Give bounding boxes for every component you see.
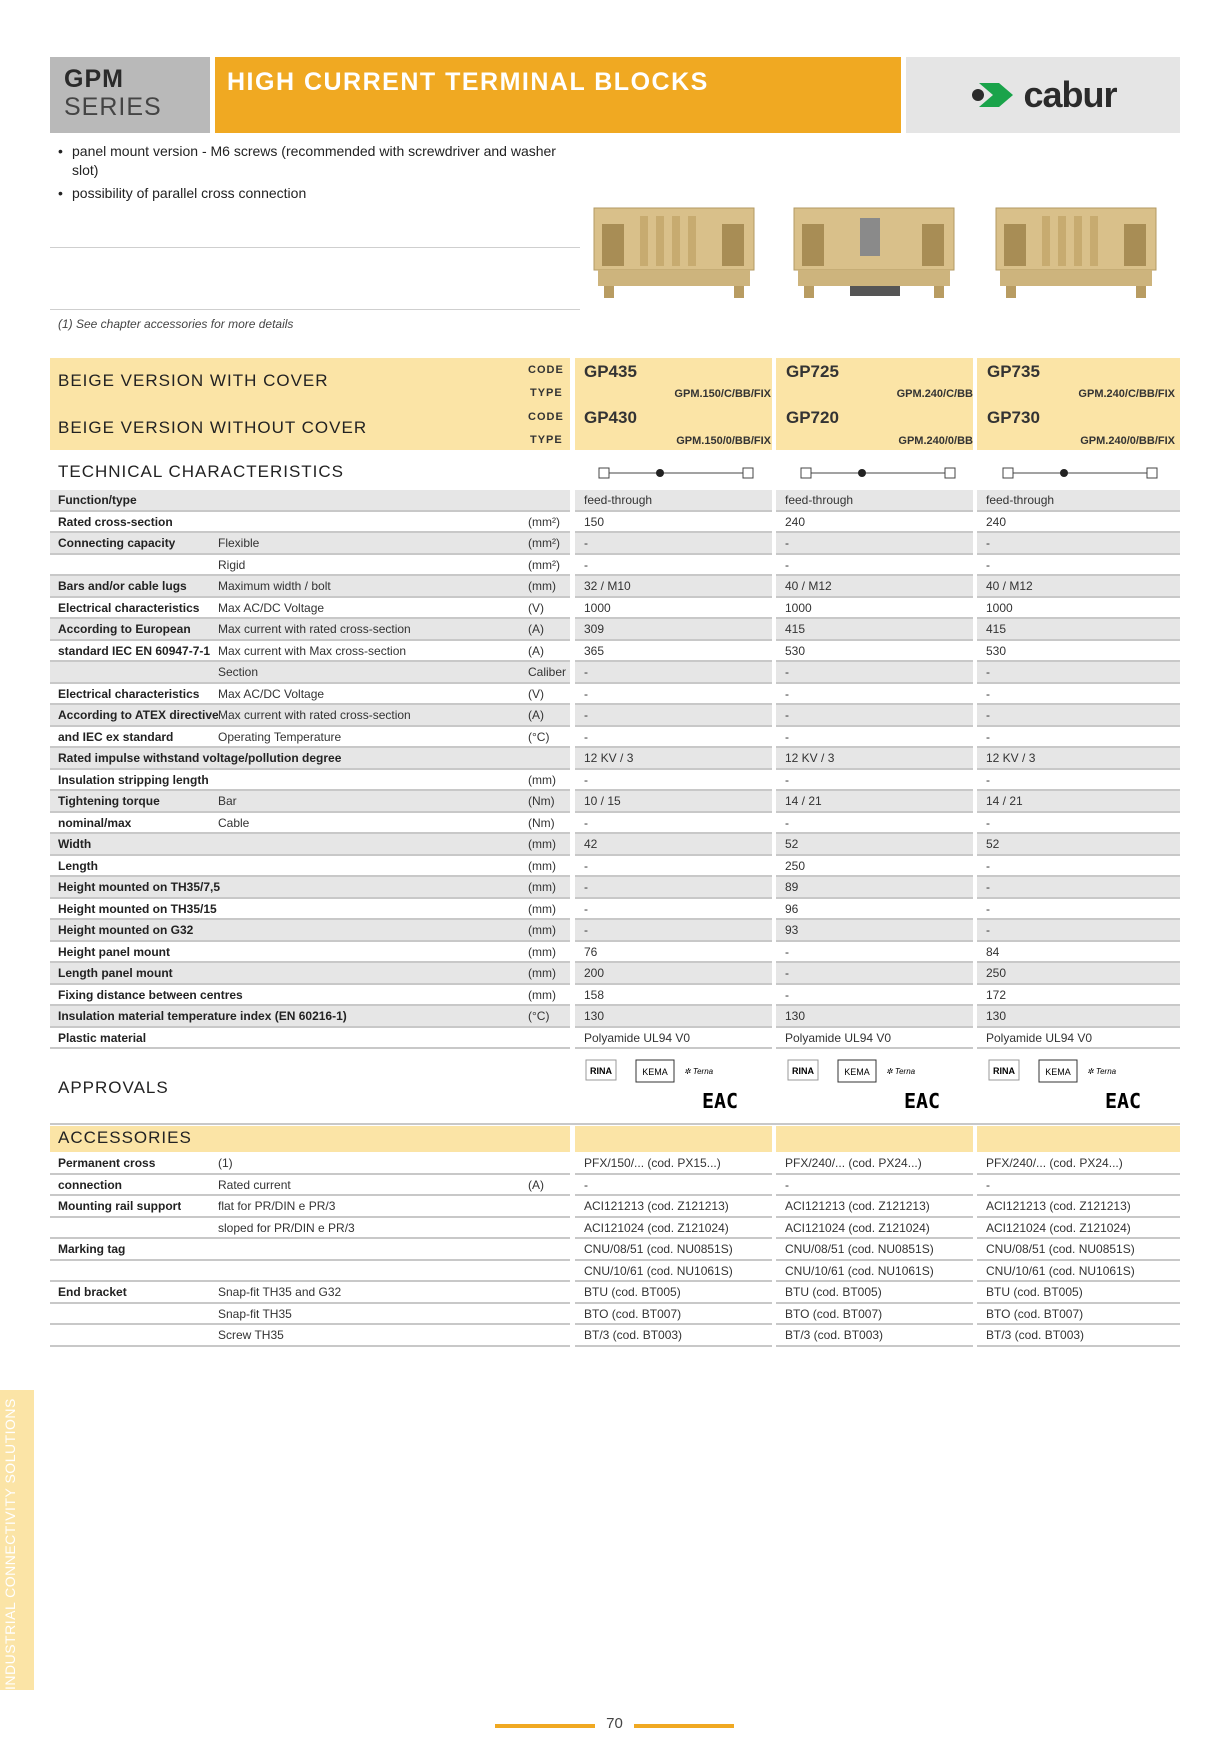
connector-diagram-icon [800, 465, 960, 481]
row-value: - [584, 923, 588, 937]
row-value: - [785, 944, 789, 959]
product-image-gp735 [992, 200, 1160, 300]
row-unit: (mm) [528, 944, 556, 959]
row-value: 200 [584, 966, 605, 980]
row-value: Polyamide UL94 V0 [986, 1030, 1093, 1045]
row-value: - [584, 708, 588, 722]
row-value: Polyamide UL94 V0 [584, 1030, 691, 1045]
product-type: GPM.240/0/BB [898, 435, 973, 447]
row-sublabel: Rigid [218, 557, 246, 572]
row-value: - [785, 987, 789, 1002]
row-sublabel: Screw TH35 [218, 1328, 284, 1342]
row-label: According to European [58, 622, 191, 636]
row-value: 12 KV / 3 [986, 751, 1036, 765]
row-unit: (mm) [528, 880, 556, 894]
row-value: Polyamide UL94 V0 [785, 1030, 892, 1045]
tech-section-title: TECHNICAL CHARACTERISTICS [58, 462, 345, 481]
product-code: GP730 [987, 408, 1040, 427]
row-unit: (A) [528, 643, 544, 658]
row-value: - [584, 536, 588, 550]
product-type: GPM.150/C/BB/FIX [674, 388, 771, 400]
row-unit: (mm) [528, 837, 556, 851]
row-sublabel: flat for PR/DIN e PR/3 [218, 1199, 336, 1213]
row-value: - [785, 708, 789, 722]
row-value: BT/3 (cod. BT003) [986, 1328, 1085, 1342]
row-label: nominal/max [58, 815, 132, 830]
row-value: - [785, 1177, 789, 1192]
row-label: Width [58, 837, 92, 851]
feature-item: • possibility of parallel cross connection [58, 184, 578, 203]
row-value: 530 [986, 643, 1007, 658]
row-value: - [986, 686, 990, 701]
row-shade [50, 834, 570, 854]
row-sublabel: Max current with Max cross-section [218, 643, 407, 658]
row-sublabel: Section [218, 665, 259, 679]
row-sublabel: Flexible [218, 536, 260, 550]
row-value: 1000 [584, 600, 611, 615]
row-unit: (°C) [528, 1009, 550, 1023]
approvals-title: APPROVALS [58, 1078, 169, 1097]
row-sublabel: Operating Temperature [218, 729, 342, 744]
row-value: - [584, 880, 588, 894]
row-value: BTU (cod. BT005) [785, 1285, 882, 1299]
svg-text:KEMA: KEMA [1045, 1067, 1071, 1077]
row-value: 530 [785, 643, 806, 658]
row-value: - [986, 1177, 990, 1192]
row-unit: (mm²) [528, 536, 560, 550]
row-value: feed-through [986, 493, 1055, 507]
row-sublabel: Cable [218, 815, 250, 830]
row-label: End bracket [58, 1285, 127, 1299]
row-unit: (mm) [528, 923, 556, 937]
row-value: BTO (cod. BT007) [986, 1306, 1084, 1321]
row-value: 250 [986, 966, 1007, 980]
row-value: BT/3 (cod. BT003) [785, 1328, 884, 1342]
row-value: - [584, 1177, 588, 1192]
row-value: 1000 [986, 600, 1013, 615]
row-value: - [986, 729, 990, 744]
row-value: CNU/10/61 (cod. NU1061S) [986, 1263, 1135, 1278]
row-value: ACI121213 (cod. Z121213) [986, 1199, 1131, 1213]
row-label: Rated cross-section [58, 514, 173, 529]
row-divider [50, 1345, 570, 1347]
divider [50, 1123, 1180, 1125]
svg-text:RINA: RINA [792, 1066, 814, 1076]
code-label: CODE [528, 411, 564, 423]
row-label: and IEC ex standard [58, 729, 174, 744]
approval-marks-icon [987, 1058, 1167, 1118]
cabur-logo [906, 57, 1180, 133]
row-value: 150 [584, 514, 605, 529]
row-value: PFX/150/... (cod. PX15...) [584, 1156, 721, 1170]
row-unit: (mm²) [528, 514, 560, 529]
row-label: Height mounted on G32 [58, 923, 194, 937]
row-value: 89 [785, 880, 799, 894]
row-value: - [986, 708, 990, 722]
row-label: Bars and/or cable lugs [58, 579, 187, 593]
svg-text:EAC: EAC [701, 1089, 739, 1113]
row-label: Plastic material [58, 1030, 147, 1045]
row-unit: (mm²) [528, 557, 560, 572]
approval-marks-icon [584, 1058, 764, 1118]
row-value: ACI121024 (cod. Z121024) [584, 1220, 729, 1235]
row-label: Electrical characteristics [58, 686, 200, 701]
svg-text:EAC: EAC [1104, 1089, 1142, 1113]
product-code: GP435 [584, 362, 637, 381]
row-label: Mounting rail support [58, 1199, 182, 1213]
row-sublabel: Maximum width / bolt [218, 579, 331, 593]
row-value: - [785, 536, 789, 550]
product-image-gp725 [790, 200, 958, 300]
row-sublabel: Max current with rated cross-section [218, 708, 411, 722]
svg-text:EAC: EAC [903, 1089, 941, 1113]
row-value: - [986, 880, 990, 894]
row-value: 96 [785, 901, 799, 916]
svg-text:KEMA: KEMA [844, 1067, 870, 1077]
row-value: BTU (cod. BT005) [986, 1285, 1083, 1299]
accessories-title: ACCESSORIES [58, 1128, 192, 1147]
divider [50, 247, 580, 248]
row-sublabel: Max current with rated cross-section [218, 622, 411, 636]
row-unit: (mm) [528, 987, 556, 1002]
row-value: - [986, 665, 990, 679]
row-value: ACI121024 (cod. Z121024) [986, 1220, 1131, 1235]
row-value: 14 / 21 [785, 794, 822, 808]
row-value: 130 [986, 1009, 1007, 1023]
with-cover-label: BEIGE VERSION WITH COVER [58, 371, 329, 390]
row-value: 76 [584, 944, 598, 959]
row-unit: (A) [528, 1177, 544, 1192]
row-sublabel: Max AC/DC Voltage [218, 686, 325, 701]
row-value: 240 [986, 514, 1007, 529]
row-value: 40 / M12 [785, 579, 832, 593]
row-sublabel: sloped for PR/DIN e PR/3 [218, 1220, 355, 1235]
product-code: GP430 [584, 408, 637, 427]
series-label [50, 57, 210, 133]
row-label: Height mounted on TH35/15 [58, 901, 217, 916]
row-value: 240 [785, 514, 806, 529]
row-value: 158 [584, 987, 605, 1002]
accessories-band [575, 1126, 772, 1152]
row-label: Length panel mount [58, 966, 173, 980]
page-title-text: HIGH CURRENT TERMINAL BLOCKS [227, 68, 709, 96]
row-value: - [584, 686, 588, 701]
product-type: GPM.240/C/BB [896, 388, 973, 400]
page-title [215, 57, 901, 133]
row-value: 415 [986, 622, 1007, 636]
row-unit: (V) [528, 600, 544, 615]
code-label: CODE [528, 364, 564, 376]
svg-text:✲ Terna: ✲ Terna [684, 1067, 714, 1076]
svg-text:RINA: RINA [993, 1066, 1015, 1076]
row-value: 130 [785, 1009, 806, 1023]
row-value: 32 / M10 [584, 579, 631, 593]
row-value: 40 / M12 [986, 579, 1033, 593]
row-value: - [785, 966, 789, 980]
row-value: ACI121213 (cod. Z121213) [584, 1199, 729, 1213]
row-label: According to ATEX directive [58, 708, 219, 722]
product-type: GPM.240/C/BB/FIX [1078, 388, 1175, 400]
row-label: Marking tag [58, 1242, 126, 1256]
product-code: GP725 [786, 362, 839, 381]
row-label: Connecting capacity [58, 536, 176, 550]
accessories-band [977, 1126, 1180, 1152]
row-value: - [785, 665, 789, 679]
row-value: - [785, 557, 789, 572]
page-number: 70 [606, 1715, 623, 1732]
row-label: Insulation material temperature index (EN 60216-1) [58, 1009, 347, 1023]
row-divider [50, 1323, 570, 1325]
row-value: CNU/08/51 (cod. NU0851S) [785, 1242, 934, 1256]
row-value: - [785, 815, 789, 830]
row-unit: (A) [528, 622, 544, 636]
row-value: 172 [986, 987, 1007, 1002]
row-value: - [785, 772, 789, 787]
row-unit: (°C) [528, 729, 550, 744]
row-value: - [584, 858, 588, 873]
accessories-band [776, 1126, 973, 1152]
row-unit: (V) [528, 686, 544, 701]
row-value: 250 [785, 858, 806, 873]
row-value: 415 [785, 622, 806, 636]
row-value: - [584, 772, 588, 787]
row-label: Insulation stripping length [58, 772, 209, 787]
row-label: Rated impulse withstand voltage/pollution degree [58, 751, 342, 765]
row-divider [50, 854, 570, 856]
series-code: GPM [64, 65, 124, 93]
row-value: feed-through [584, 493, 653, 507]
row-label: Height panel mount [58, 944, 170, 959]
row-value: 14 / 21 [986, 794, 1023, 808]
row-unit: Caliber [528, 665, 567, 679]
type-label: TYPE [530, 434, 563, 446]
row-value: CNU/08/51 (cod. NU0851S) [986, 1242, 1135, 1256]
row-sublabel: Snap-fit TH35 [218, 1306, 292, 1321]
row-label: Fixing distance between centres [58, 987, 243, 1002]
row-value: - [986, 772, 990, 787]
row-value: - [986, 923, 990, 937]
product-code: GP735 [987, 362, 1040, 381]
row-value: - [584, 901, 588, 916]
cabur-logo-text: cabur [1023, 74, 1117, 115]
svg-text:KEMA: KEMA [642, 1067, 668, 1077]
approval-marks-icon [786, 1058, 966, 1118]
svg-text:✲ Terna: ✲ Terna [1087, 1067, 1117, 1076]
footnote: (1) See chapter accessories for more details [58, 317, 294, 331]
product-image-gp435 [590, 200, 758, 300]
row-value: BT/3 (cod. BT003) [584, 1328, 683, 1342]
feature-item: • panel mount version - M6 screws (recommended with screwdriver and washer slot) [58, 142, 578, 180]
row-value: PFX/240/... (cod. PX24...) [785, 1156, 922, 1170]
row-sublabel: Bar [218, 794, 237, 808]
row-sublabel: Snap-fit TH35 and G32 [218, 1285, 342, 1299]
series-word: SERIES [64, 93, 162, 121]
row-label: Function/type [58, 493, 137, 507]
row-value: 42 [584, 837, 598, 851]
row-unit: (Nm) [528, 815, 555, 830]
row-value: 12 KV / 3 [785, 751, 835, 765]
row-value: - [584, 729, 588, 744]
row-value: feed-through [785, 493, 854, 507]
row-value: - [584, 557, 588, 572]
row-value: - [584, 665, 588, 679]
product-type: GPM.240/0/BB/FIX [1080, 435, 1175, 447]
row-label: Electrical characteristics [58, 600, 200, 615]
row-value: BTU (cod. BT005) [584, 1285, 681, 1299]
row-unit: (mm) [528, 901, 556, 916]
row-shade [50, 662, 570, 682]
product-code: GP720 [786, 408, 839, 427]
row-unit: (mm) [528, 772, 556, 787]
row-label: Height mounted on TH35/7,5 [58, 880, 221, 894]
row-unit: (A) [528, 708, 544, 722]
type-label: TYPE [530, 387, 563, 399]
row-label: Length [58, 858, 98, 873]
row-value: 52 [986, 837, 1000, 851]
row-value: 1000 [785, 600, 812, 615]
row-value: ACI121213 (cod. Z121213) [785, 1199, 930, 1213]
row-value: - [986, 557, 990, 572]
row-value: 309 [584, 622, 605, 636]
row-value: - [785, 729, 789, 744]
row-label: Permanent cross [58, 1156, 156, 1170]
product-type: GPM.150/0/BB/FIX [676, 435, 771, 447]
row-value: BTO (cod. BT007) [785, 1306, 883, 1321]
row-label: Tightening torque [58, 794, 160, 808]
row-unit: (mm) [528, 858, 556, 873]
divider [50, 309, 580, 310]
row-label: connection [58, 1177, 123, 1192]
row-unit: (Nm) [528, 794, 555, 808]
row-value: 93 [785, 923, 799, 937]
row-value: CNU/10/61 (cod. NU1061S) [785, 1263, 934, 1278]
row-value: CNU/10/61 (cod. NU1061S) [584, 1263, 733, 1278]
cabur-logo-icon [969, 75, 1017, 115]
row-value: 12 KV / 3 [584, 751, 634, 765]
row-value: - [785, 686, 789, 701]
row-value: 130 [584, 1009, 605, 1023]
row-value: 365 [584, 643, 605, 658]
row-label: standard IEC EN 60947-7-1 [58, 643, 211, 658]
row-value: ACI121024 (cod. Z121024) [785, 1220, 930, 1235]
svg-text:✲ Terna: ✲ Terna [886, 1067, 916, 1076]
without-cover-label: BEIGE VERSION WITHOUT COVER [58, 418, 368, 437]
row-value: BTO (cod. BT007) [584, 1306, 682, 1321]
row-divider [50, 1259, 570, 1261]
connector-diagram-icon [1002, 465, 1162, 481]
row-value: - [584, 815, 588, 830]
side-text: INDUSTRIAL CONNECTIVITY SOLUTIONS [2, 1398, 18, 1690]
row-unit: (mm) [528, 579, 556, 593]
row-value: 10 / 15 [584, 794, 621, 808]
row-value: - [986, 858, 990, 873]
row-value: - [986, 536, 990, 550]
row-value: 84 [986, 944, 1000, 959]
row-sublabel: Rated current [218, 1177, 291, 1192]
row-value: - [986, 901, 990, 916]
row-value: 52 [785, 837, 799, 851]
svg-text:RINA: RINA [590, 1066, 612, 1076]
row-sublabel: Max AC/DC Voltage [218, 600, 325, 615]
row-value: PFX/240/... (cod. PX24...) [986, 1156, 1123, 1170]
row-value: - [986, 815, 990, 830]
row-unit: (mm) [528, 966, 556, 980]
row-value: CNU/08/51 (cod. NU0851S) [584, 1242, 733, 1256]
connector-diagram-icon [598, 465, 758, 481]
row-sublabel: (1) [218, 1156, 233, 1170]
feature-list [58, 142, 578, 207]
